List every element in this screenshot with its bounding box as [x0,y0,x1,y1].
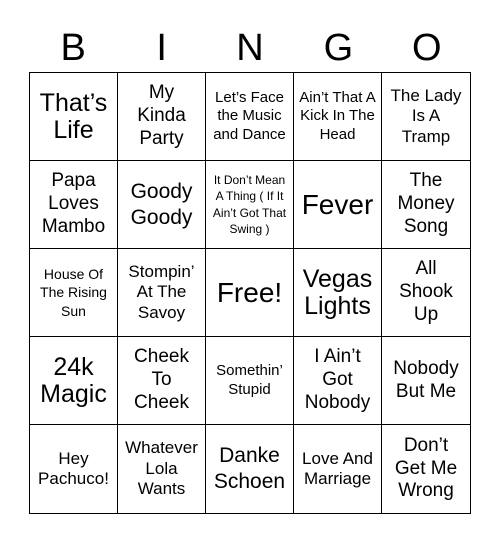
bingo-cell[interactable]: Cheek To Cheek [118,337,206,425]
header-letter-o: O [412,27,442,69]
bingo-cell[interactable]: Somethin’ Stupid [206,337,294,425]
bingo-cell[interactable]: The Lady Is A Tramp [382,73,470,161]
bingo-cell[interactable]: My Kinda Party [118,73,206,161]
bingo-cell[interactable]: The Money Song [382,161,470,249]
bingo-cell[interactable]: Goody Goody [118,161,206,249]
bingo-cell[interactable]: 24k Magic [30,337,118,425]
bingo-cell[interactable]: House Of The Rising Sun [30,249,118,337]
bingo-cell[interactable]: Hey Pachuco! [30,425,118,513]
bingo-cell[interactable]: Ain’t That A Kick In The Head [294,73,382,161]
bingo-cell[interactable]: That’s Life [30,73,118,161]
bingo-cell[interactable]: Whatever Lola Wants [118,425,206,513]
bingo-cell[interactable]: All Shook Up [382,249,470,337]
bingo-cell[interactable]: Love And Marriage [294,425,382,513]
bingo-cell[interactable]: Papa Loves Mambo [30,161,118,249]
bingo-cell[interactable]: I Ain’t Got Nobody [294,337,382,425]
header-letter-b: B [60,27,86,69]
bingo-cell[interactable]: Stompin’ At The Savoy [118,249,206,337]
free-space[interactable]: Free! [206,249,294,337]
header-letter-i: I [156,27,167,69]
bingo-cell[interactable]: It Don’t Mean A Thing ( If It Ain’t Got That Swing ) [206,161,294,249]
header-letter-g: G [323,27,354,69]
bingo-cell[interactable]: Fever [294,161,382,249]
bingo-cell[interactable]: Nobody But Me [382,337,470,425]
bingo-cell[interactable]: Don’t Get Me Wrong [394,434,458,502]
bingo-cell[interactable]: Vegas Lights [294,249,382,337]
bingo-header [29,22,471,74]
bingo-cell[interactable]: Let’s Face the Music and Dance [206,73,294,161]
bingo-cell[interactable]: Danke Schoen [206,425,294,513]
header-letter-n: N [236,27,264,69]
bingo-board [29,72,471,514]
